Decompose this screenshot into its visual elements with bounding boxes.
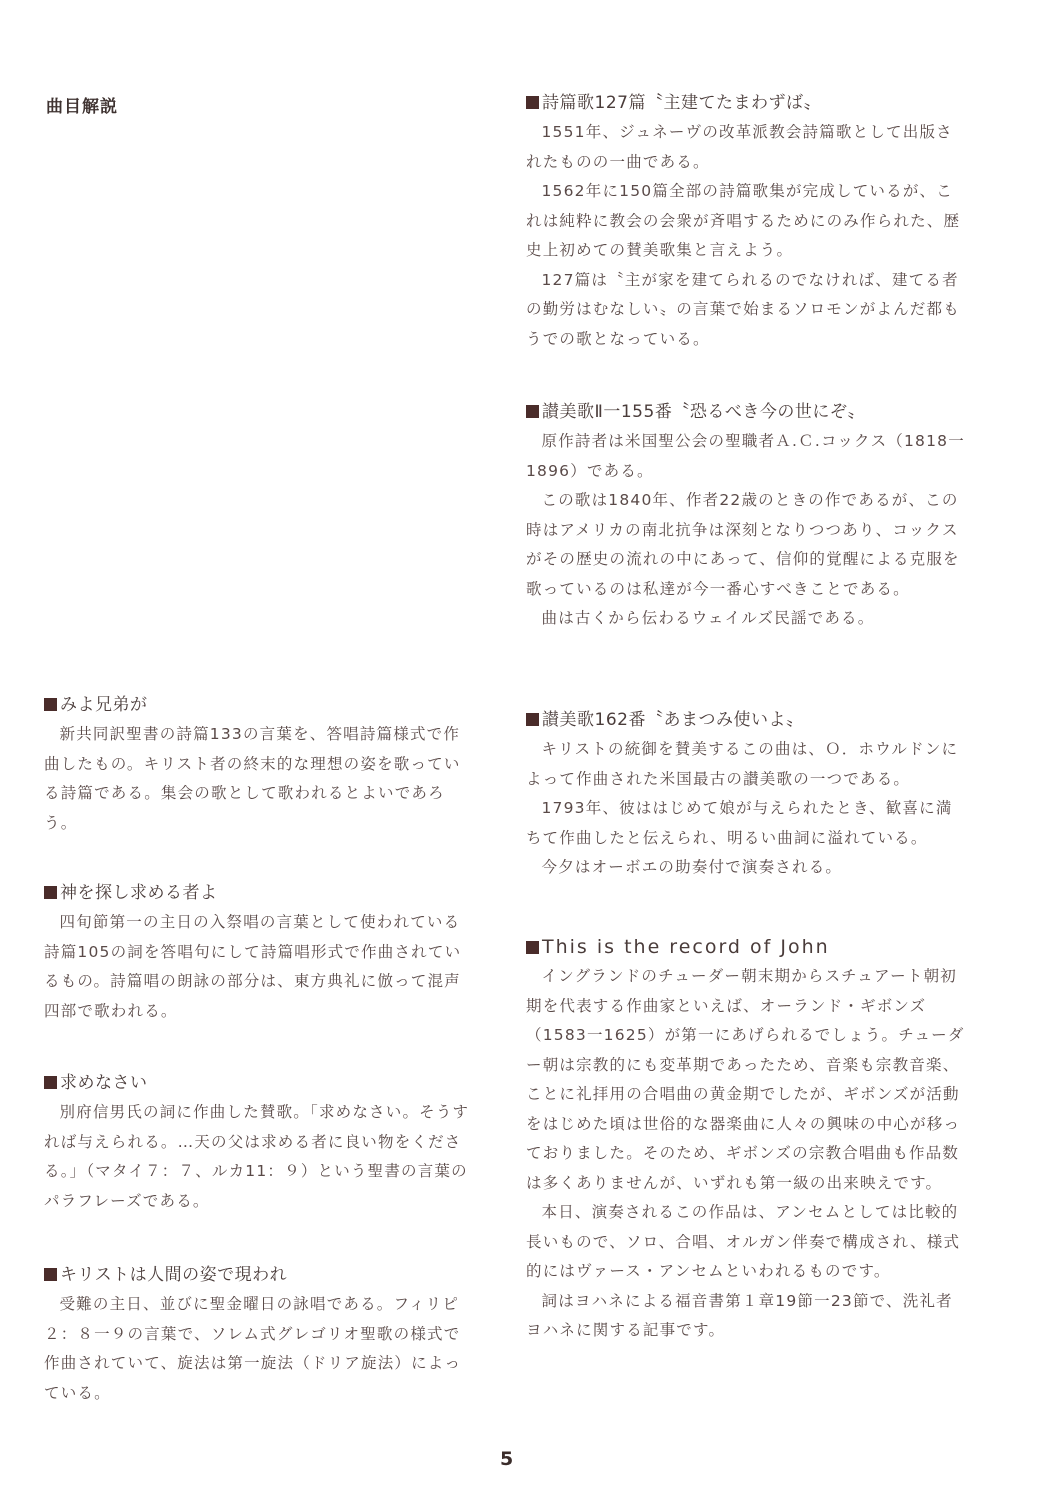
paragraph: 曲は古くから伝わるウェイルズ民謡である。 bbox=[541, 609, 875, 627]
paragraph: 127篇は〝主が家を建てられるのでなければ、建てる者の勤労はむなしい〟の言葉で始まるソロモンがよんだ都もうでの歌となっている。 bbox=[526, 270, 960, 348]
section-christ bbox=[44, 1264, 472, 1408]
paragraph: 1551年、ジュネーヴの改革派教会詩篇歌として出版されたものの一曲である。 bbox=[526, 123, 953, 171]
square-bullet-icon bbox=[526, 405, 539, 418]
section-title: キリストは人間の姿で現われ bbox=[44, 1264, 472, 1286]
section-title: 讃美歌Ⅱ一155番〝恐るべき今の世にぞ〟 bbox=[526, 401, 966, 423]
square-bullet-icon bbox=[526, 941, 539, 954]
paragraph: 別府信男氏の詞に作曲した賛歌。「求めなさい。そうすれば与えられる。…天の父は求める者に良い物をくださる。」（マタイ７：７、ルカ11：９）という聖書の言葉のパラフレーズである。 bbox=[44, 1103, 470, 1210]
square-bullet-icon bbox=[526, 96, 539, 109]
section-title: 詩篇歌127篇〝主建てたまわずば〟 bbox=[526, 92, 966, 114]
section-brothers bbox=[44, 694, 472, 838]
section-hymn162 bbox=[526, 709, 966, 883]
page-title: 曲目解説 bbox=[46, 97, 118, 117]
section-seekers bbox=[44, 882, 472, 1026]
paragraph: 1793年、彼ははじめて娘が与えられたとき、歓喜に満ちて作曲したと伝えられ、明るい曲詞に溢れている。 bbox=[526, 799, 953, 847]
square-bullet-icon bbox=[526, 713, 539, 726]
paragraph: 本日、演奏されるこの作品は、アンセムとしては比較的長いもので、ソロ、合唱、オルガン伴奏で構成され、様式的にはヴァース・アンセムといわれるものです。 bbox=[526, 1203, 961, 1280]
page-number: 5 bbox=[500, 1448, 514, 1470]
paragraph: イングランドのチューダー朝末期からスチュアート朝初期を代表する作曲家といえば、オーランド・ギボンズ（1583一1625）が第一にあげられるでしょう。チューダー朝は宗教的にも変革期であったため、音楽も宗教音楽、ことに礼拝用の合唱曲の黄金期でしたが、ギボンズが活動をはじめた頃は世俗的な器楽曲に人々の興味の中心が移っておりました。そのため、ギボンズの宗教合唱曲も作品数は多くありませんが、いずれも第一級の出来映えです。 bbox=[526, 967, 965, 1192]
section-title: みよ兄弟が bbox=[44, 694, 472, 716]
section-psalm127 bbox=[526, 92, 966, 354]
square-bullet-icon bbox=[44, 1076, 57, 1089]
section-title: 神を探し求める者よ bbox=[44, 882, 472, 904]
paragraph: 新共同訳聖書の詩篇133の言葉を、答唱詩篇様式で作曲したもの。キリスト者の終末的な理想の姿を歌っている詩篇である。集会の歌として歌われるとよいであろう。 bbox=[44, 725, 461, 832]
section-title: 求めなさい bbox=[44, 1072, 472, 1094]
paragraph: 詞はヨハネによる福音書第１章19節一23節で、洗礼者ヨハネに関する記事です。 bbox=[526, 1291, 953, 1339]
paragraph: 原作詩者は米国聖公会の聖職者Ａ.Ｃ.コックス（1818一1896）である。 bbox=[526, 432, 965, 480]
section-title: This is the record of John bbox=[526, 936, 966, 958]
section-john bbox=[526, 936, 966, 1346]
square-bullet-icon bbox=[44, 698, 57, 711]
paragraph: 四旬節第一の主日の入祭唱の言葉として使われている詩篇105の詞を答唱句にして詩篇唱形式で作曲されているもの。詩篇唱の朗詠の部分は、東方典礼に倣って混声四部で歌われる。 bbox=[44, 913, 462, 1020]
section-seek bbox=[44, 1072, 472, 1216]
square-bullet-icon bbox=[44, 1268, 57, 1281]
paragraph: 受難の主日、並びに聖金曜日の詠唱である。フィリピ２：８一９の言葉で、ソレム式グレゴリオ聖歌の様式で作曲されていて、旋法は第一旋法（ドリア旋法）によっている。 bbox=[44, 1295, 462, 1402]
section-title: 讃美歌162番〝あまつみ使いよ〟 bbox=[526, 709, 966, 731]
paragraph: 1562年に150篇全部の詩篇歌集が完成しているが、これは純粋に教会の会衆が斉唱するためにのみ作られた、歴史上初めての賛美歌集と言えよう。 bbox=[526, 182, 961, 259]
paragraph: 今夕はオーボエの助奏付で演奏される。 bbox=[541, 858, 843, 876]
paragraph: キリストの統御を賛美するこの曲は、Ｏ．ホウルドンによって作曲された米国最古の讃美歌の一つである。 bbox=[526, 740, 959, 788]
square-bullet-icon bbox=[44, 886, 57, 899]
section-hymn155 bbox=[526, 401, 966, 634]
paragraph: この歌は1840年、作者22歳のときの作であるが、この時はアメリカの南北抗争は深刻となりつつあり、コックスがその歴史の流れの中にあって、信仰的覚醒による克服を歌っているのは私達が今一番心すべきことである。 bbox=[526, 491, 960, 598]
